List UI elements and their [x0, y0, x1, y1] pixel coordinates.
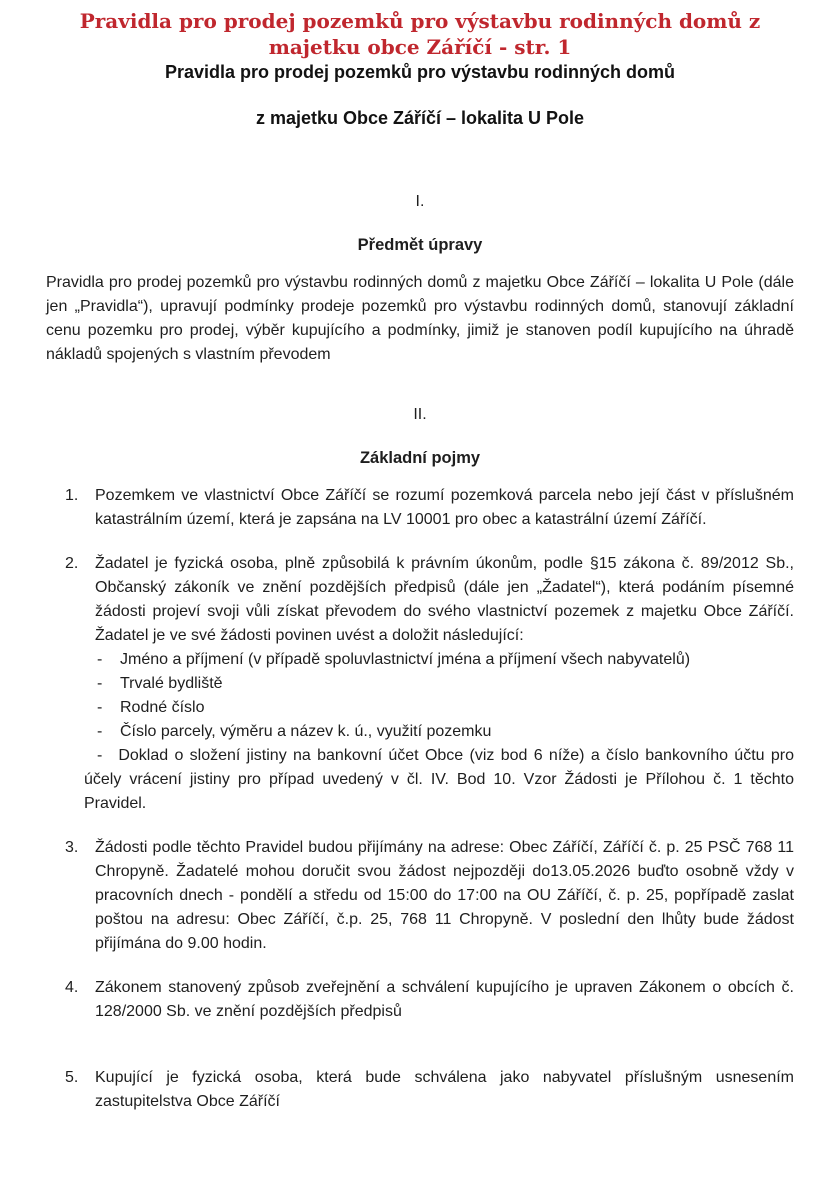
dash-marker: -: [97, 723, 103, 740]
dash-list-item: [95, 648, 794, 672]
dash-marker: -: [97, 675, 103, 692]
list-item-number: 1.: [65, 487, 79, 504]
section-2-numeral: II.: [413, 406, 427, 423]
section-1-numeral: I.: [415, 193, 425, 210]
list-item-number: 4.: [65, 979, 79, 996]
dash-item-text: Číslo parcely, výměru a název k. ú., využití pozemku: [120, 723, 492, 740]
dash-list-item: [95, 720, 794, 744]
section-1-heading: Předmět úpravy: [357, 236, 483, 254]
list-item-5: [46, 1066, 794, 1114]
document-subtitle: z majetku Obce Záříčí – lokalita U Pole: [255, 108, 585, 128]
dash-list-item-hanging: [84, 744, 794, 816]
document-title: Pravidla pro prodej pozemků pro výstavbu rodinných domů: [164, 62, 676, 82]
list-item-text: Žadatel je fyzická osoba, plně způsobilá k právním úkonům, podle §15 zákona č. 89/2012 Sb., Občanský zákoník ve znění pozdějších předpisů (dále jen „Žadatel“), která podáním písemné žádosti projeví svoji vůli získat převodem do svého vlastnictví pozemek z majetku Obce Záříčí. Žadatel je ve své žádosti povinen uvést a doložit následující:: [95, 555, 794, 644]
page-header-title: Pravidla pro prodej pozemků pro výstavbu rodinných domů z majetku obce Záříčí - str. 1: [79, 9, 761, 59]
list-item-2: [46, 552, 794, 816]
dash-marker: -: [97, 651, 103, 668]
list-item-text: Kupující je fyzická osoba, která bude schválena jako nabyvatel příslušným usnesením zastupitelstva Obce Záříčí: [95, 1069, 794, 1110]
numbered-list: [46, 484, 794, 1114]
section-2-heading: Základní pojmy: [359, 449, 481, 467]
dash-marker: -: [97, 699, 103, 716]
list-item-1: [46, 484, 794, 532]
list-item-text: Pozemkem ve vlastnictví Obce Záříčí se rozumí pozemková parcela nebo její část v příslušném katastrálním území, která je zapsána na LV 10001 pro obec a katastrální území Záříčí.: [95, 487, 794, 528]
section-1-paragraph: Pravidla pro prodej pozemků pro výstavbu rodinných domů z majetku Obce Záříčí – lokalita U Pole (dále jen „Pravidla“), upravují podmínky prodeje pozemků pro výstavbu rodinných domů, stanovují základní cenu pozemku pro prodej, výběr kupujícího a podmínky, jimiž je stanoven podíl kupujícího na úhradě nákladů spojených s vlastním převodem: [46, 274, 794, 363]
dash-marker: -: [97, 747, 103, 764]
list-item-number: 5.: [65, 1069, 79, 1086]
dash-list-item: [95, 672, 794, 696]
list-item-number: 2.: [65, 555, 79, 572]
list-item-4: [46, 976, 794, 1024]
list-item-text: Žádosti podle těchto Pravidel budou přijímány na adrese: Obec Záříčí, Záříčí č. p. 25 PSČ 768 11 Chropyně. Žadatelé mohou doručit svou žádost nejpozději do13.05.2026 buďto osobně vždy v pracovních dnech - pondělí a středu od 15:00 do 17:00 na OU Záříčí, č. p. 25, popřípadě zaslat poštou na adresu: Obec Záříčí, č.p. 25, 768 11 Chropyně. V poslední den lhůty bude žádost přijímána do 9.00 hodin.: [95, 839, 794, 952]
dash-item-text: Rodné číslo: [120, 699, 205, 716]
dash-item-text: Trvalé bydliště: [120, 675, 223, 692]
list-item-text: Zákonem stanovený způsob zveřejnění a schválení kupujícího je upraven Zákonem o obcích č. 128/2000 Sb. ve znění pozdějších předpisů: [95, 979, 794, 1020]
dash-item-text: Doklad o složení jistiny na bankovní účet Obce (viz bod 6 níže) a číslo bankovního účtu pro účely vrácení jistiny pro případ uvedený v čl. IV. Bod 10. Vzor Žádosti je Přílohou č. 1 těchto Pravidel.: [84, 747, 794, 812]
dash-item-text: Jméno a příjmení (v případě spoluvlastnictví jména a příjmení všech nabyvatelů): [120, 651, 691, 668]
list-item-3: [46, 836, 794, 956]
dash-list-item: [95, 696, 794, 720]
list-item-number: 3.: [65, 839, 79, 856]
